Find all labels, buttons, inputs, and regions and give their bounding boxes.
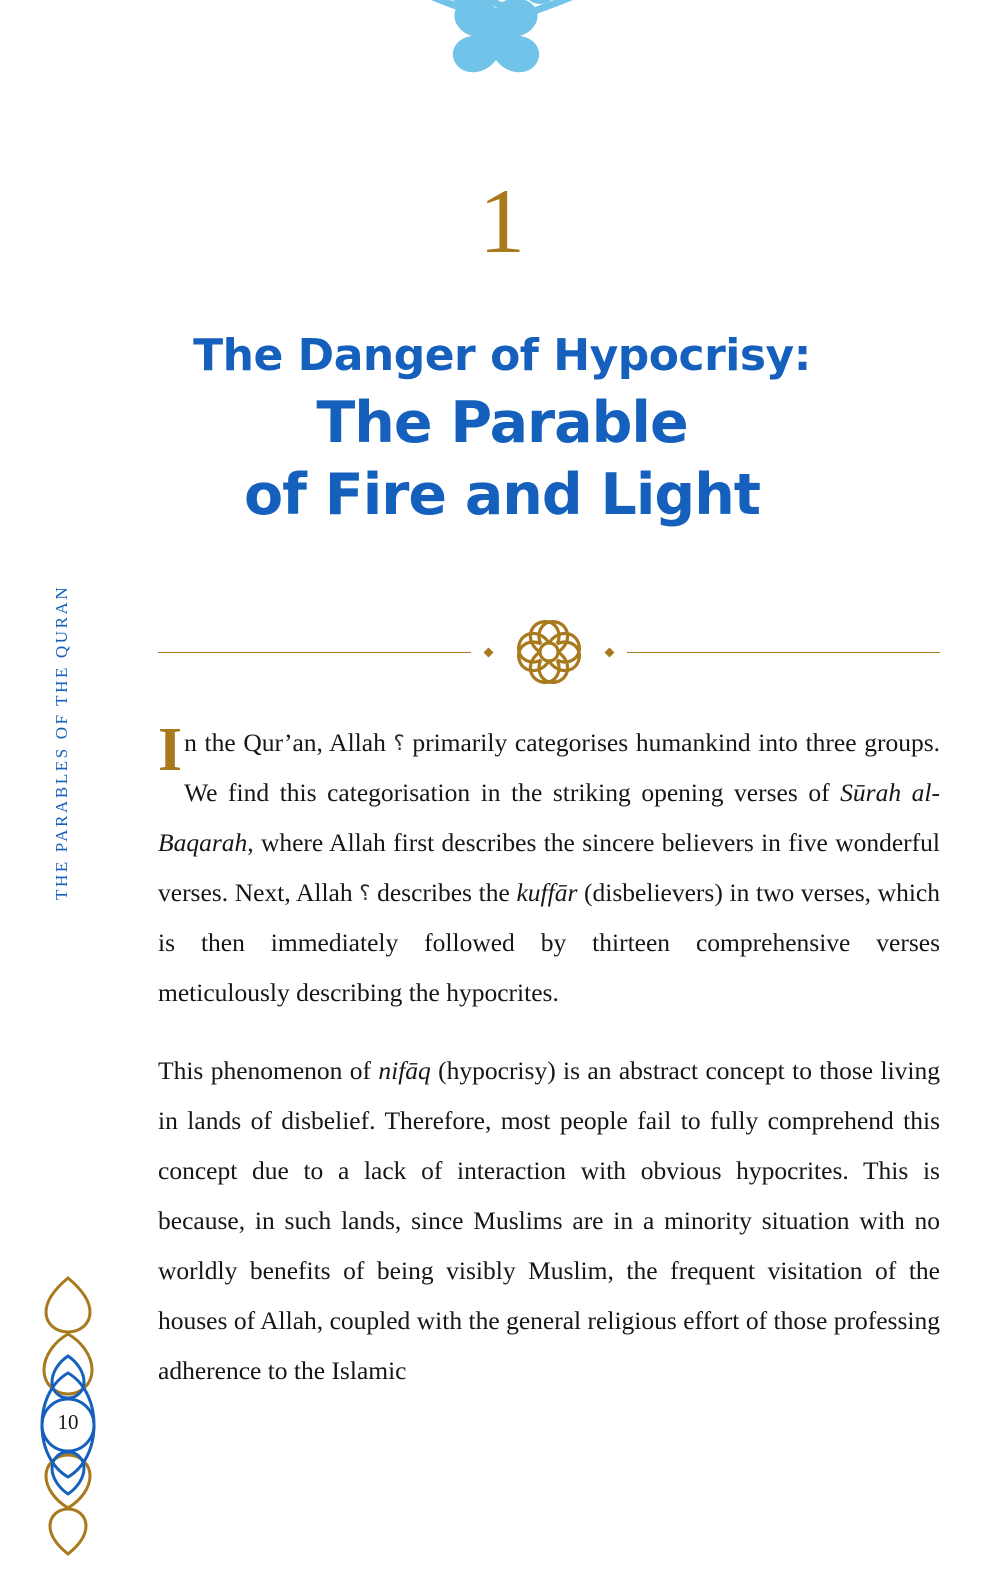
- honorific-glyph-icon: ⸮: [359, 881, 371, 905]
- page-number-medallion: [30, 1272, 106, 1562]
- title-main-line-2: of Fire and Light: [243, 461, 761, 528]
- title-main-line-1: The Parable: [316, 389, 688, 456]
- divider-rule-right: [627, 652, 940, 653]
- page-number: 10: [57, 1410, 79, 1434]
- chapter-number: 1: [479, 170, 525, 272]
- honorific-glyph-icon: ⸮: [393, 731, 405, 755]
- drop-cap: I: [158, 716, 183, 784]
- arabesque-floral-header-icon: [292, 0, 712, 142]
- page-title: [130, 330, 874, 532]
- paragraph-2: [158, 1046, 940, 1396]
- paragraph-1-text: n the Qur’an, Allah ⸮ primarily categorises humankind into three groups. We find this categorisation in the striking opening verses of Sūrah al-Baqarah, where Allah first describes the sincere believers in five wonderful verses. Next, Allah ⸮ describes the kuffār (disbelievers) in two verses, which is then immediately followed by thirteen comprehensive verses meticulously describing the hypocrites.: [158, 728, 940, 1007]
- running-head: THE PARABLES OF THE QURAN: [52, 584, 71, 900]
- paragraph-1: [158, 718, 940, 1018]
- body-text-column: [158, 718, 940, 1424]
- top-ornament: [0, 0, 1004, 142]
- divider-diamond-left-icon: [484, 647, 494, 657]
- rosette-icon: [506, 614, 592, 690]
- paragraph-2-text: This phenomenon of nifāq (hypocrisy) is an abstract concept to those living in lands of disbelief. Therefore, most people fail to fully comprehend this concept due to a lack of interaction with obvious hypocrites. This is because, in such lands, since Muslims are in a minority situation with no worldly benefits of being visibly Muslim, the frequent visitation of the houses of Allah, coupled with the general religious effort of those professing adherence to the Islamic: [158, 1056, 940, 1385]
- title-subtitle-line: The Danger of Hypocrisy:: [193, 330, 811, 381]
- rosette-divider: [158, 612, 940, 692]
- divider-diamond-right-icon: [605, 647, 615, 657]
- divider-rule-left: [158, 652, 471, 653]
